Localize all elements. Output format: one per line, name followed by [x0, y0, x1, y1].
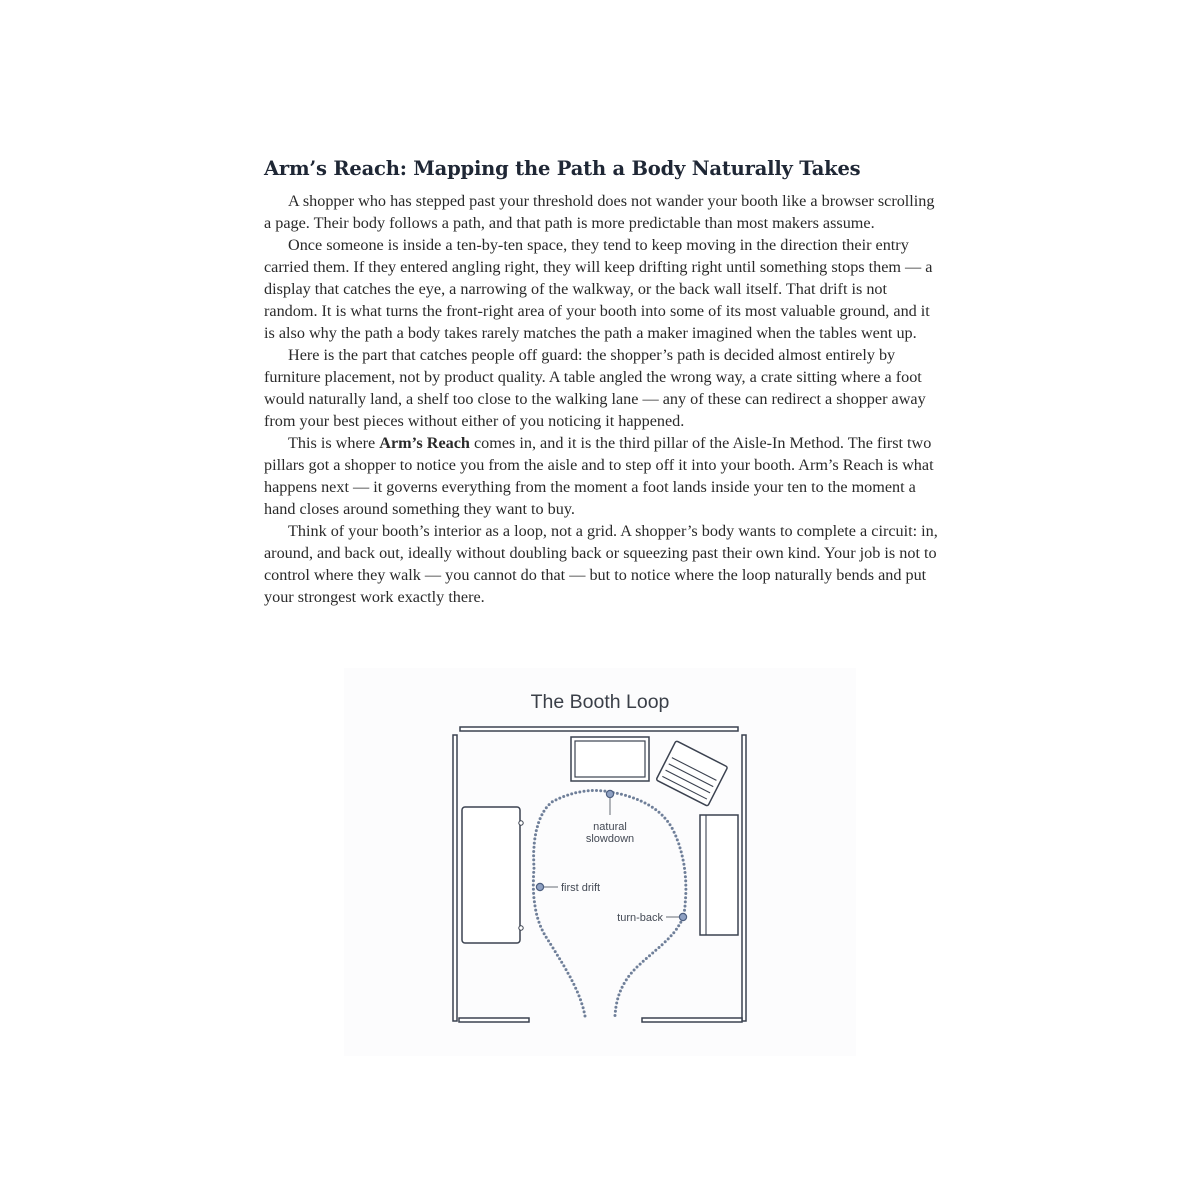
path-dot	[532, 858, 535, 861]
path-dot	[542, 810, 545, 813]
path-dot	[549, 943, 552, 946]
path-dot	[567, 972, 570, 975]
path-dot	[533, 842, 536, 845]
path-dot	[535, 829, 538, 832]
path-dot	[684, 875, 687, 878]
path-dot	[619, 990, 622, 993]
paragraph-3: Here is the part that catches people off guard: the shopper’s path is decided almost entirely by furniture placement, not by product quality. A table angled the wrong way, a crate sitting where a foot would naturally land, a shelf too close to the walking lane — any of these can redirect a shopper away from your best pieces without either of you noticing it happened.	[264, 346, 926, 430]
path-dot	[532, 888, 535, 891]
path-dot	[558, 957, 561, 960]
paragraph-4-before: This is where	[288, 434, 380, 452]
path-dot	[539, 817, 542, 820]
callout-natural-slowdown	[586, 790, 634, 845]
turn-back-marker	[679, 913, 686, 920]
path-dot	[560, 961, 563, 964]
left-table	[462, 807, 523, 943]
path-dot	[574, 987, 577, 990]
booth-loop-figure	[344, 668, 856, 1056]
path-dot	[683, 909, 686, 912]
path-dot	[535, 913, 538, 916]
back-wall	[460, 727, 738, 731]
path-dot	[664, 940, 667, 943]
path-dot	[536, 917, 539, 920]
path-dot	[683, 867, 686, 870]
path-dot	[624, 794, 627, 797]
path-dot	[658, 946, 661, 949]
path-dot	[569, 975, 572, 978]
path-dot	[532, 854, 535, 857]
path-dot	[684, 871, 687, 874]
path-dot	[684, 879, 687, 882]
path-dot	[572, 983, 575, 986]
path-dot	[661, 814, 664, 817]
path-dot	[532, 892, 535, 895]
first-drift-marker	[536, 883, 543, 890]
path-dot	[571, 979, 574, 982]
path-dot	[574, 791, 577, 794]
path-dot	[679, 921, 682, 924]
section-heading: Arm’s Reach: Mapping the Path a Body Naturally Takes	[264, 157, 861, 180]
path-dot	[644, 802, 647, 805]
path-dot	[661, 943, 664, 946]
path-dot	[558, 797, 561, 800]
figure-title: The Booth Loop	[530, 691, 670, 713]
callout-slowdown: slowdown	[585, 833, 635, 845]
path-dot	[642, 960, 645, 963]
paragraph-2: Once someone is inside a ten-by-ten space, they tend to keep moving in the direction their entry carried them. If they entered angling right, they will keep drifting right until something stops them — a display that catches the eye, a narrowing of the walkway, or the back wall itself. That drift is not random. It is what turns the front-right area of your booth into some of its most valuable ground, and it is also why the path a body takes rarely matches the path a maker imagined when the tables went up.	[264, 236, 933, 342]
path-dot	[595, 789, 598, 792]
path-dot	[672, 931, 675, 934]
path-dot	[614, 1014, 617, 1017]
path-dot	[669, 823, 672, 826]
path-dot	[562, 795, 565, 798]
angled-crate	[656, 741, 728, 807]
slowdown-marker	[606, 790, 613, 797]
path-dot	[658, 811, 661, 814]
path-dot	[682, 863, 685, 866]
path-dot	[632, 797, 635, 800]
path-dot	[555, 798, 558, 801]
path-dot	[554, 950, 557, 953]
path-dot	[566, 794, 569, 797]
path-dot	[532, 863, 535, 866]
paragraph-5: Think of your booth’s interior as a loop, not a grid. A shopper’s body wants to complete a circuit: in, around, and back out, ideally without doubling back or squeezing past their own kind. Your job is not to control where they walk — you cannot do that — but to notice where the loop naturally bends and put your strongest work exactly there.	[264, 522, 938, 606]
path-dot	[633, 969, 636, 972]
path-dot	[533, 867, 536, 870]
path-dot	[677, 842, 680, 845]
path-dot	[565, 968, 568, 971]
path-dot	[614, 1010, 617, 1013]
path-dot	[677, 924, 680, 927]
path-dot	[667, 937, 670, 940]
callout-first-drift-label: first drift	[561, 882, 601, 894]
path-dot	[680, 850, 683, 853]
path-dot	[584, 1015, 587, 1018]
path-dot	[578, 994, 581, 997]
path-dot	[537, 821, 540, 824]
path-dot	[651, 952, 654, 955]
path-dot	[671, 827, 674, 830]
path-dot	[681, 855, 684, 858]
path-dot	[534, 833, 537, 836]
path-dot	[599, 789, 602, 792]
path-dot	[580, 1002, 583, 1005]
path-dot	[579, 998, 582, 1001]
path-dot	[654, 949, 657, 952]
path-dot	[616, 792, 619, 795]
path-dot	[684, 884, 687, 887]
path-dot	[614, 1006, 617, 1009]
path-dot	[628, 795, 631, 798]
path-dot	[674, 835, 677, 838]
path-dot	[673, 831, 676, 834]
path-dot	[532, 884, 535, 887]
path-dot	[576, 991, 579, 994]
path-dot	[536, 825, 539, 828]
path-dot	[591, 789, 594, 792]
path-dot	[533, 837, 536, 840]
callout-first-drift	[536, 882, 600, 894]
front-wall-right	[642, 1018, 742, 1022]
path-dot	[623, 982, 626, 985]
callout-natural: natural	[593, 821, 627, 833]
path-dot	[647, 804, 650, 807]
path-dot	[630, 972, 633, 975]
path-dot	[676, 838, 679, 841]
path-dot	[666, 820, 669, 823]
path-dot	[682, 859, 685, 862]
path-dot	[583, 790, 586, 793]
path-dot	[532, 896, 535, 899]
path-dot	[583, 1010, 586, 1013]
path-dot	[533, 900, 536, 903]
path-dot	[534, 904, 537, 907]
path-dot	[541, 929, 544, 932]
path-dot	[640, 800, 643, 803]
path-dot	[684, 892, 687, 895]
paragraph-4	[264, 432, 944, 520]
path-dot	[570, 792, 573, 795]
path-dot	[582, 1006, 585, 1009]
path-dot	[556, 954, 559, 957]
path-dot	[532, 871, 535, 874]
path-dot	[532, 875, 535, 878]
path-dot	[552, 947, 555, 950]
path-dot	[545, 936, 548, 939]
path-dot	[615, 1002, 618, 1005]
path-dot	[551, 800, 554, 803]
path-dot	[578, 791, 581, 794]
path-dot	[654, 808, 657, 811]
path-dot	[621, 986, 624, 989]
right-wall	[742, 735, 746, 1021]
path-dot	[532, 879, 535, 882]
path-dot	[625, 978, 628, 981]
booth-loop-diagram	[344, 668, 856, 1056]
path-dot	[670, 934, 673, 937]
path-dot	[548, 803, 551, 806]
path-dot	[645, 957, 648, 960]
path-dot	[587, 789, 590, 792]
path-dot	[684, 900, 687, 903]
left-wall	[453, 735, 457, 1021]
path-dot	[675, 928, 678, 931]
path-dot	[547, 939, 550, 942]
path-dot	[663, 817, 666, 820]
path-dot	[639, 963, 642, 966]
back-table	[571, 737, 649, 781]
front-wall-left	[459, 1018, 529, 1022]
path-dot	[534, 909, 537, 912]
path-dot	[532, 850, 535, 853]
path-dot	[679, 846, 682, 849]
path-dot	[636, 798, 639, 801]
term-arms-reach: Arm’s Reach	[379, 434, 470, 452]
path-dot	[538, 921, 541, 924]
path-dot	[603, 790, 606, 793]
paragraph-1: A shopper who has stepped past your threshold does not wander your booth like a browser scrolling a page. Their body follows a path, and that path is more predictable than most makers assume.	[264, 192, 935, 232]
path-dot	[539, 925, 542, 928]
path-dot	[620, 793, 623, 796]
path-dot	[627, 975, 630, 978]
path-dot	[648, 954, 651, 957]
path-dot	[636, 966, 639, 969]
callout-turn-back-label: turn-back	[617, 912, 663, 924]
path-dot	[617, 993, 620, 996]
right-shelf	[700, 815, 738, 935]
path-dot	[540, 813, 543, 816]
path-dot	[543, 932, 546, 935]
path-dot	[684, 905, 687, 908]
page-content	[264, 155, 944, 608]
path-dot	[545, 806, 548, 809]
path-dot	[651, 806, 654, 809]
callout-turn-back	[617, 912, 686, 924]
path-dot	[684, 888, 687, 891]
path-dot	[562, 964, 565, 967]
paragraph-4-after: comes in, and it is the third pillar of the Aisle-In Method. The first two pillars got a shopper to notice you from the aisle and to step off it into your booth. Arm’s Reach is what happens next — it governs everything from the moment a foot lands inside your ten to the moment a hand closes around something they want to buy.	[264, 434, 934, 518]
path-dot	[533, 846, 536, 849]
path-dot	[684, 896, 687, 899]
path-dot	[616, 997, 619, 1000]
